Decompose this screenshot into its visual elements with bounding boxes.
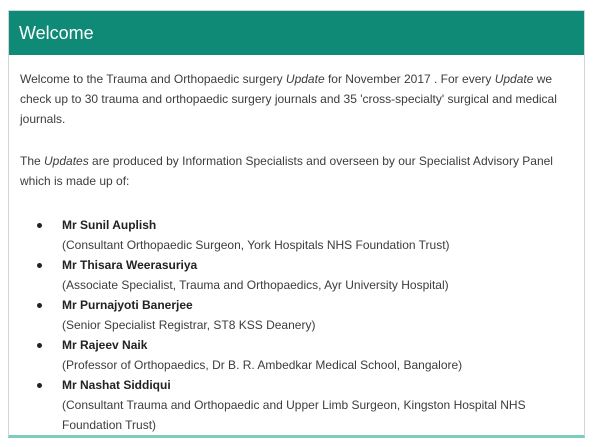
list-item [20,215,572,255]
panel-header [9,11,584,55]
member-name: Mr Purnajyoti Banerjee [62,298,193,312]
list-item [20,295,572,335]
welcome-panel [8,10,585,438]
panel-description [20,151,572,191]
member-role: (Senior Specialist Registrar, ST8 KSS Deanery) [62,318,316,332]
panel-content [9,55,584,435]
member-name: Mr Nashat Siddiqui [62,378,171,392]
intro-paragraph [20,69,572,129]
updates-emphasis: Updates [44,154,89,168]
intro-text-1: Welcome to the Trauma and Orthopaedic surgery [20,72,286,86]
list-item [20,375,572,435]
member-name: Mr Thisara Weerasuriya [62,258,198,272]
intro-text-3: we check up to 30 trauma and orthopaedic surgery journals and 35 'cross-specialty' surgical and medical journals. [20,72,557,126]
panel-title: Welcome [19,22,94,43]
list-item [20,335,572,375]
bullet-icon [37,343,42,348]
panel-text-1: The [20,154,45,168]
member-role: (Associate Specialist, Trauma and Orthopaedics, Ayr University Hospital) [62,278,449,292]
member-name: Mr Sunil Auplish [62,218,157,232]
member-role: (Consultant Orthopaedic Surgeon, York Hospitals NHS Foundation Trust) [62,238,450,252]
intro-text-2: for November 2017 . For every [324,72,495,86]
list-item [20,255,572,295]
panel-text-2: are produced by Information Specialists and overseen by our Specialist Advisory Panel which is made up of: [20,154,553,188]
bullet-icon [37,383,42,388]
update-emphasis: Update [494,72,534,86]
bullet-icon [37,303,42,308]
member-role: (Professor of Orthopaedics, Dr B. R. Ambedkar Medical School, Bangalore) [62,358,463,372]
bullet-icon [37,223,42,228]
advisory-panel-list [20,215,572,435]
member-name: Mr Rajeev Naik [62,338,148,352]
update-emphasis: Update [285,72,325,86]
bullet-icon [37,263,42,268]
member-role: (Consultant Trauma and Orthopaedic and Upper Limb Surgeon, Kingston Hospital NHS Foundation Trust) [62,398,526,432]
